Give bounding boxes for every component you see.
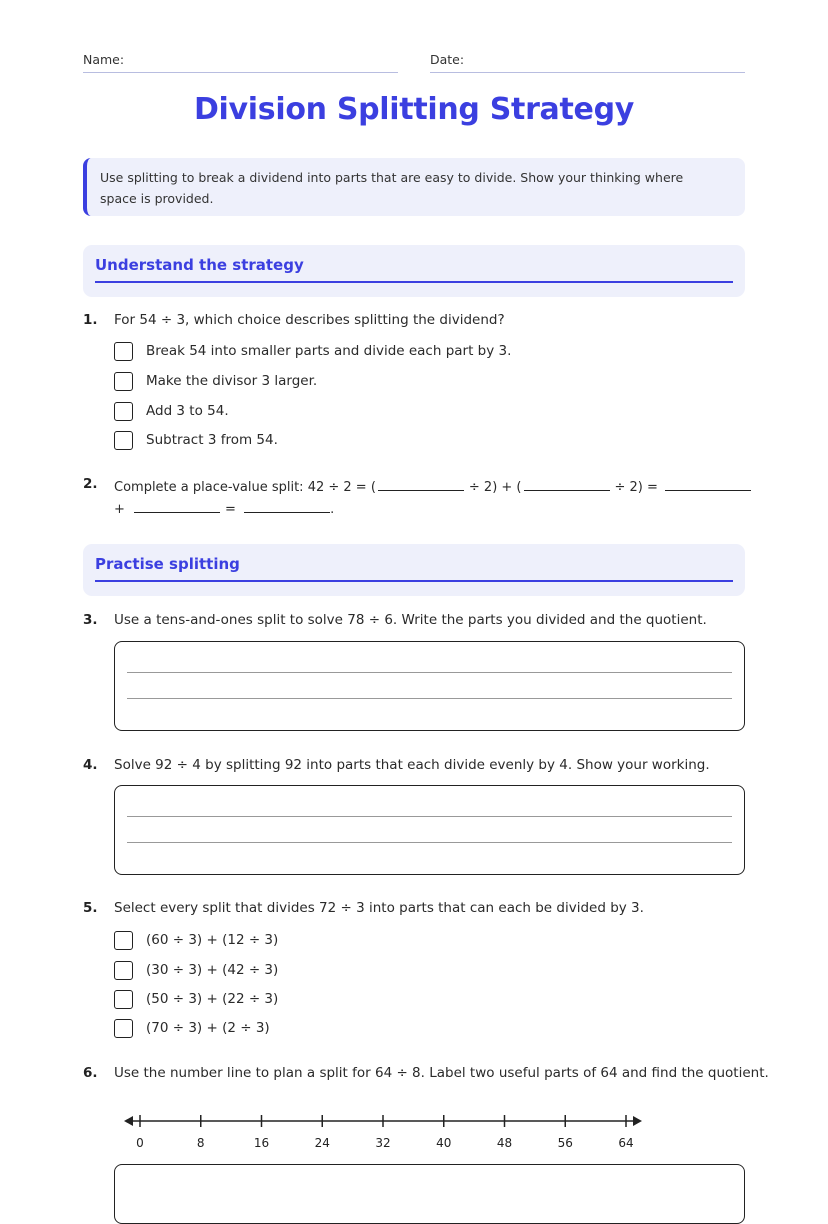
- fill-in-line-1: [114, 476, 751, 495]
- writing-line: [127, 672, 732, 673]
- page-title: Division Splitting Strategy: [193, 92, 635, 127]
- section-title: Understand the strategy: [95, 256, 304, 274]
- number-line-label: 56: [557, 1136, 573, 1150]
- equals-sign: =: [225, 502, 236, 517]
- section-header-understand: [83, 245, 745, 297]
- instructions-callout: [83, 158, 745, 216]
- writing-line: [127, 842, 732, 843]
- fill-in-line-2: [114, 498, 334, 517]
- right-arrow-icon: [633, 1116, 642, 1126]
- number-line-label: 48: [496, 1136, 513, 1150]
- checkbox[interactable]: [114, 342, 133, 361]
- number-line-label: 8: [196, 1136, 205, 1150]
- checkbox[interactable]: [114, 372, 133, 391]
- expression-part: ÷ 2) =: [614, 480, 658, 495]
- option-label: Make the divisor 3 larger.: [146, 373, 318, 389]
- number-line-label: 16: [253, 1136, 270, 1150]
- question-text: Use the number line to plan a split for 64 ÷ 8. Label two useful parts of 64 and find the quotient.: [114, 1065, 769, 1081]
- name-label: Name:: [83, 52, 125, 67]
- answer-box[interactable]: [114, 1164, 745, 1224]
- section-rule: [95, 281, 733, 283]
- expression-part: ÷ 2) + (: [468, 480, 522, 495]
- instructions-text: Use splitting to break a dividend into parts that are easy to divide. Show your thinking where space is provided.: [100, 170, 684, 206]
- checkbox[interactable]: [114, 1019, 133, 1038]
- question-text: Select every split that divides 72 ÷ 3 into parts that can each be divided by 3.: [114, 900, 644, 916]
- number-line-label: 40: [436, 1136, 452, 1150]
- number-line-label: 64: [618, 1136, 634, 1150]
- checkbox[interactable]: [114, 931, 133, 950]
- question-number: 5.: [83, 900, 98, 916]
- option-label: (50 ÷ 3) + (22 ÷ 3): [146, 991, 279, 1007]
- question-text: Complete a place-value split: 42 ÷ 2 = (: [114, 480, 376, 495]
- option-label: (70 ÷ 3) + (2 ÷ 3): [146, 1020, 270, 1036]
- checkbox[interactable]: [114, 961, 133, 980]
- checkbox[interactable]: [114, 990, 133, 1009]
- option-label: (60 ÷ 3) + (12 ÷ 3): [146, 932, 279, 948]
- question-number: 6.: [83, 1065, 98, 1081]
- number-line-label: 0: [136, 1136, 144, 1150]
- period: .: [330, 502, 335, 517]
- option-label: Add 3 to 54.: [146, 403, 229, 419]
- question-text: Use a tens-and-ones split to solve 78 ÷ 6. Write the parts you divided and the quotient.: [114, 612, 707, 628]
- writing-line: [127, 816, 732, 817]
- answer-blank[interactable]: [524, 476, 610, 491]
- answer-blank[interactable]: [244, 498, 330, 513]
- option-label: (30 ÷ 3) + (42 ÷ 3): [146, 962, 279, 978]
- answer-box[interactable]: [114, 785, 745, 875]
- number-line-label: 32: [375, 1136, 391, 1150]
- left-arrow-icon: [124, 1116, 133, 1126]
- answer-blank[interactable]: [134, 498, 220, 513]
- section-rule: [95, 580, 733, 582]
- plus-sign: +: [114, 502, 125, 517]
- option-label: Break 54 into smaller parts and divide each part by 3.: [146, 343, 512, 359]
- date-label: Date:: [430, 52, 465, 67]
- date-field[interactable]: [430, 72, 745, 73]
- writing-line: [127, 698, 732, 699]
- checkbox[interactable]: [114, 431, 133, 450]
- number-line: [120, 1108, 650, 1158]
- question-text: For 54 ÷ 3, which choice describes splitting the dividend?: [114, 312, 505, 328]
- question-number: 2.: [83, 476, 98, 492]
- answer-blank[interactable]: [665, 476, 751, 491]
- section-header-practise: [83, 544, 745, 596]
- question-number: 4.: [83, 757, 98, 773]
- question-number: 1.: [83, 312, 98, 328]
- name-field[interactable]: [83, 72, 398, 73]
- number-line-label: 24: [314, 1136, 330, 1150]
- answer-blank[interactable]: [378, 476, 464, 491]
- question-number: 3.: [83, 612, 98, 628]
- section-title: Practise splitting: [95, 555, 240, 573]
- option-label: Subtract 3 from 54.: [146, 432, 278, 448]
- checkbox[interactable]: [114, 402, 133, 421]
- question-text: Solve 92 ÷ 4 by splitting 92 into parts that each divide evenly by 4. Show your working.: [114, 757, 710, 773]
- answer-box[interactable]: [114, 641, 745, 731]
